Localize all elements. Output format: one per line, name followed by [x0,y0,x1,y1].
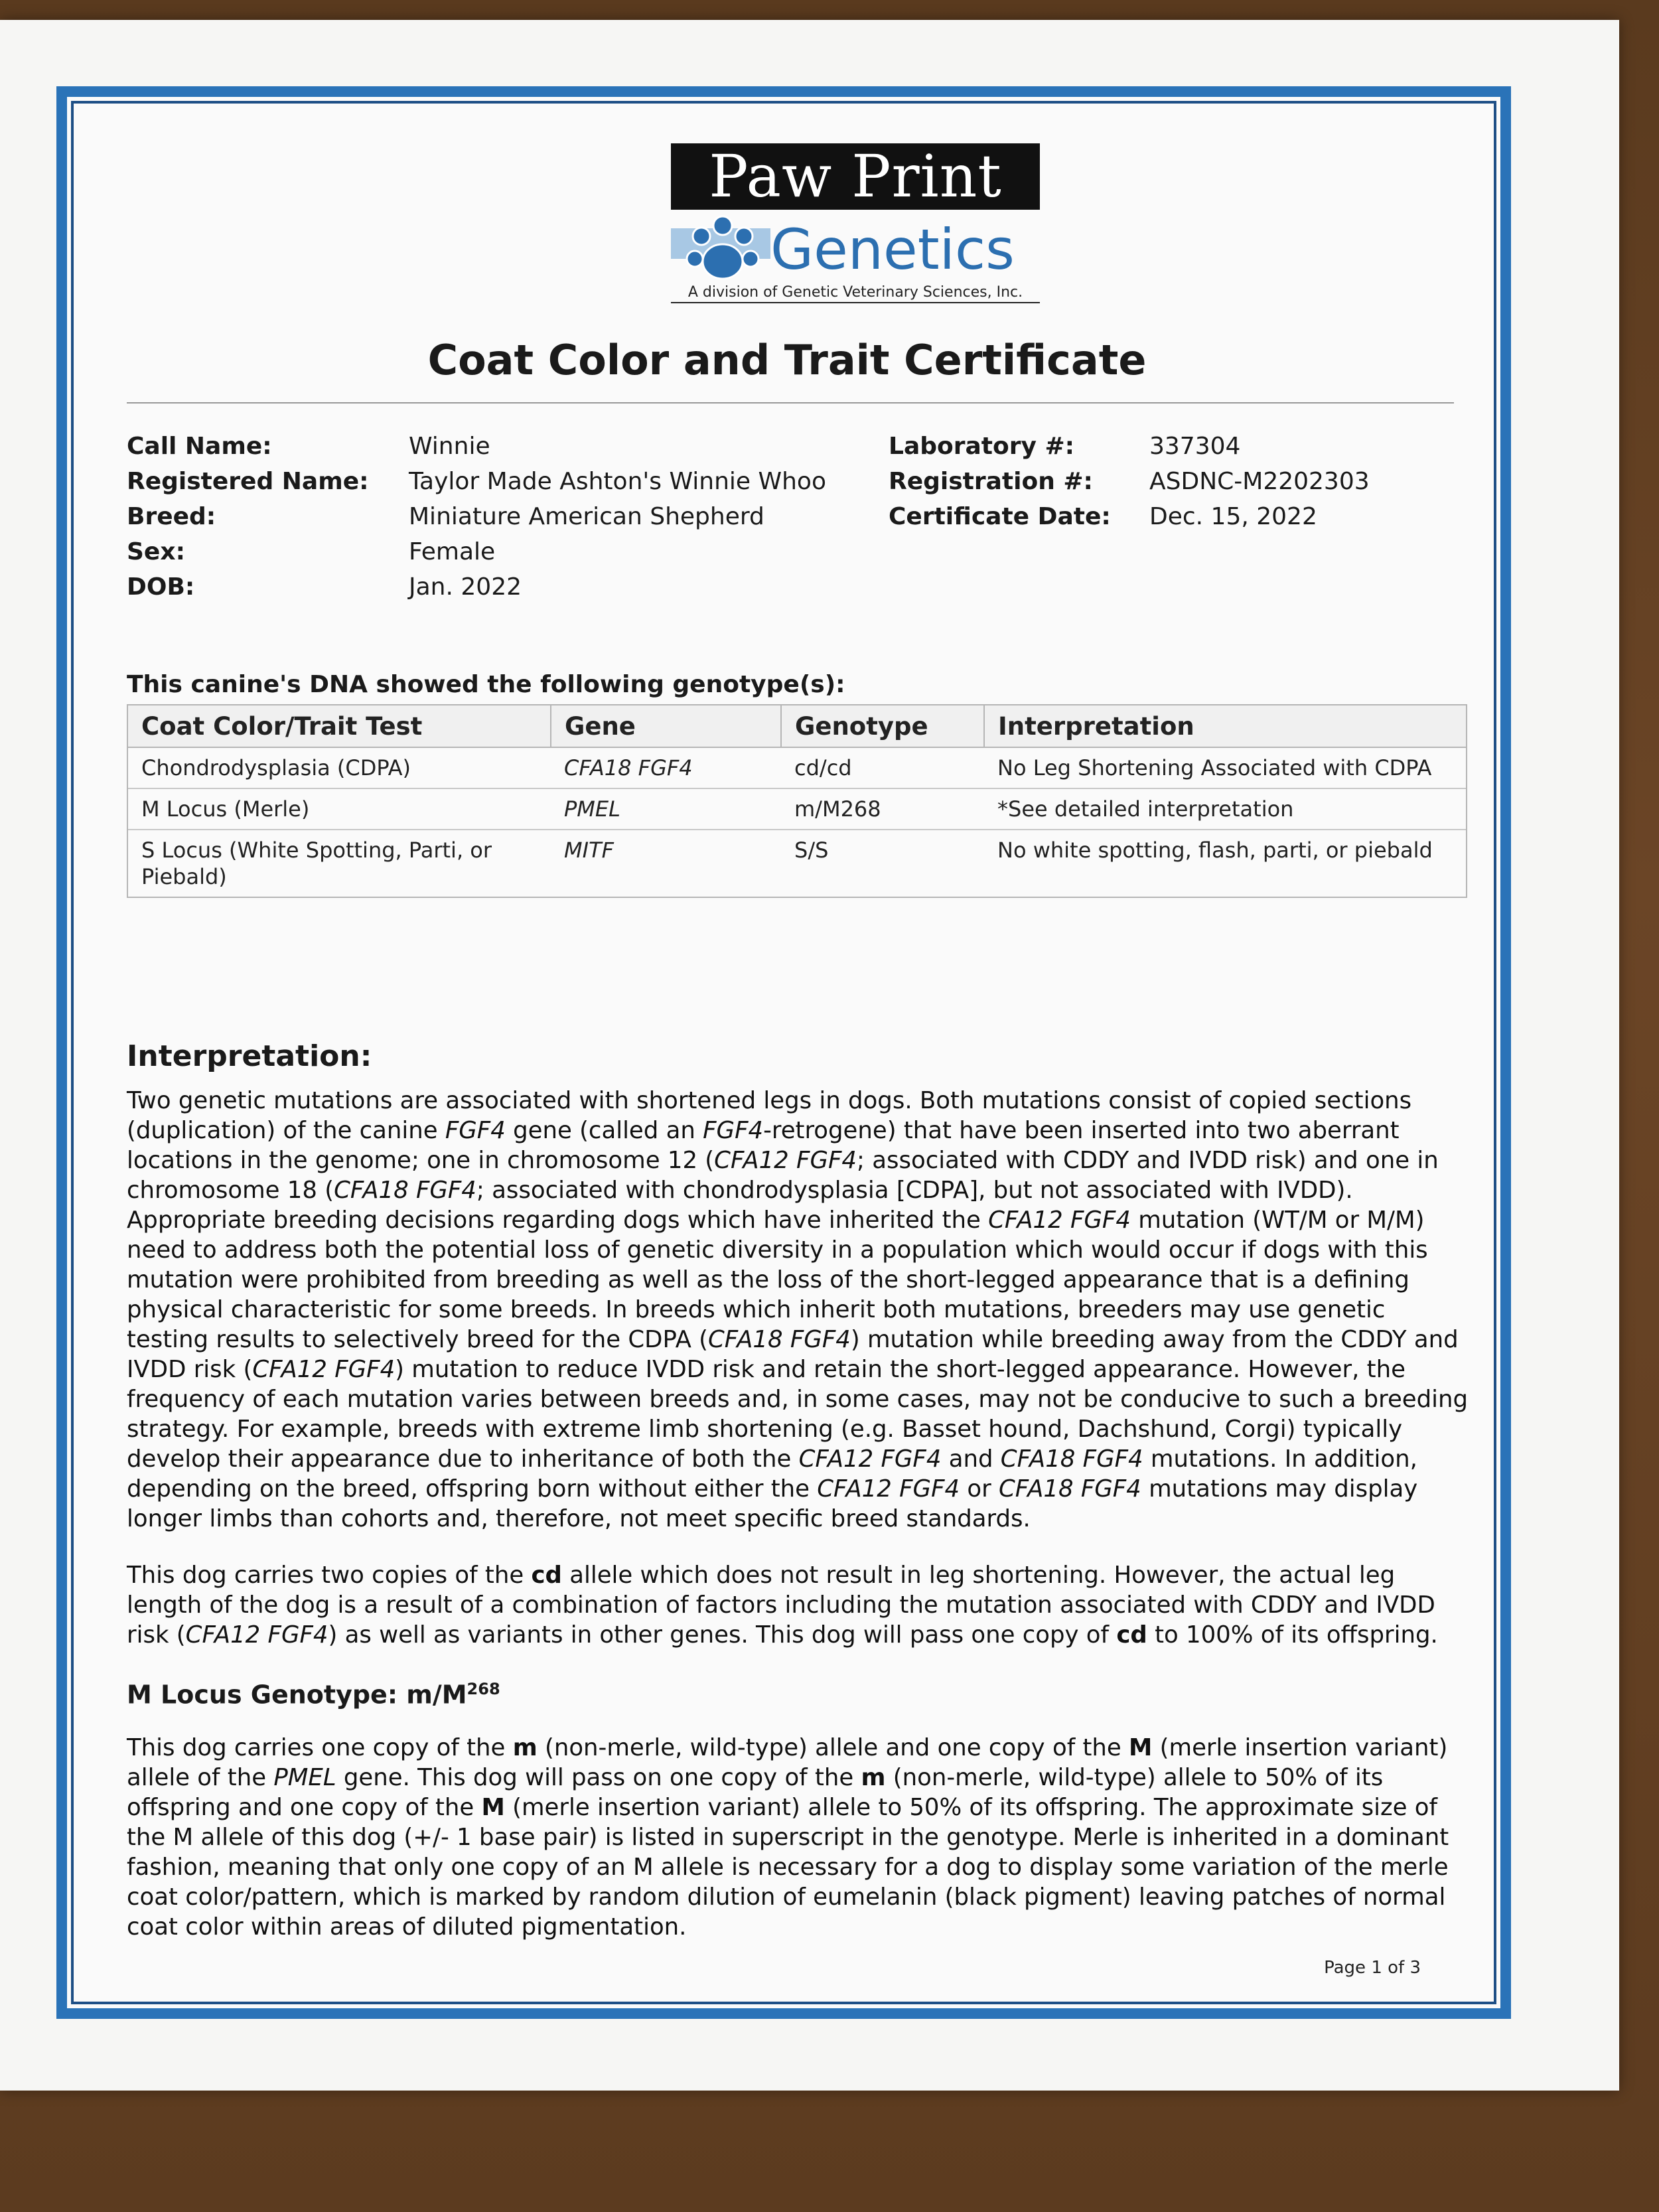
m-allele-size: 268 [467,1680,500,1698]
allele-name: cd [1116,1621,1147,1649]
info-value: Taylor Made Ashton's Winnie Whoo [409,468,826,495]
genotype-table [127,704,1467,898]
gene-name: PMEL [273,1764,336,1791]
gene-name: CFA18 FGF4 [1000,1445,1143,1473]
column-header: Coat Color/Trait Test [127,705,551,747]
info-label: Certificate Date: [889,503,1111,530]
table-row [127,747,1467,788]
certificate-content [127,97,1469,2008]
gene-name: FGF4 [703,1117,764,1144]
cell-test: S Locus (White Spotting, Parti, or Piebald) [127,830,551,897]
text-segment: and [941,1445,1001,1473]
cdpa-interpretation-paragraph [127,1086,1474,1534]
info-value: Jan. 2022 [409,573,522,601]
text-segment: (non-merle, wild-type) allele to 50% of its offspring and one copy of the [127,1764,1384,1821]
page-number: Page 1 of 3 [1324,1958,1421,1978]
gene-name: CFA12 FGF4 [185,1621,328,1649]
cell-genotype: cd/cd [781,747,984,788]
gene-name: CFA12 FGF4 [988,1207,1131,1234]
cell-test: M Locus (Merle) [127,788,551,830]
text-segment: (merle insertion variant) allele of the [127,1734,1448,1791]
column-header: Genotype [781,705,984,747]
m-locus-heading [127,1680,500,1710]
text-segment: to 100% of its offspring. [1147,1621,1438,1649]
info-value: ASDNC-M2202303 [1149,468,1370,495]
text-segment: (merle insertion variant) allele to 50% of its offspring. The approximate size of the M allele of this dog (+/- 1 base pair) is listed in superscript in the genotype. Merle is inherited in a dominant fashion, meaning that only one copy of an M allele is necessary for a dog to display some variation of the merle coat color/pattern, which is marked by random dilution of eumelanin (black pigment) leaving patches of normal coat color within areas of diluted pigmentation. [127,1794,1449,1941]
cell-genotype: m/M268 [781,788,984,830]
info-row [889,429,1370,464]
text-segment: Two genetic mutations are associated with shortened legs in dogs. Both mutations consist of copied sections (duplication) of the canine [127,1087,1412,1144]
info-row [127,499,826,534]
m-locus-heading-text: M Locus Genotype: m/M [127,1680,467,1710]
text-segment: gene (called an [505,1117,703,1144]
text-segment: ) mutation while breeding away from the CDDY and IVDD risk ( [127,1326,1459,1383]
column-header: Gene [551,705,781,747]
info-value: Dec. 15, 2022 [1149,503,1317,530]
gene-name: CFA12 FGF4 [798,1445,942,1473]
text-segment: ) as well as variants in other genes. This dog will pass one copy of [328,1621,1117,1649]
cell-interpretation: *See detailed interpretation [984,788,1467,830]
info-value: 337304 [1149,433,1241,460]
info-label: Registered Name: [127,468,369,495]
text-segment: ) mutation to reduce IVDD risk and retain the short-legged appearance. However, the frequency of each mutation varies between breeds and, in some cases, may not be conducive to such a breeding strategy. For example, breeds with extreme limb shortening (e.g. Basset hound, Dachshund, Corgi) typically develop their appearance due to inheritance of both the [127,1356,1469,1473]
genotype-heading: This canine's DNA showed the following genotype(s): [127,671,845,698]
text-segment: mutation (WT/M or M/M) need to address both the potential loss of genetic diversity in a population which would occur if dogs with this mutation were prohibited from breeding as well as the loss of the short-legged appearance that is a defining physical characteristic for some breeds. In breeds which inherit both mutations, breeders may use genetic testing results to selectively breed for the CDPA ( [127,1207,1428,1353]
cell-interpretation: No Leg Shortening Associated with CDPA [984,747,1467,788]
paw-icon [683,214,762,287]
gene-name: FGF4 [445,1117,506,1144]
text-segment: mutations may display longer limbs than cohorts and, therefore, not meet specific breed standards. [127,1475,1418,1532]
text-segment: allele which does not result in leg shortening. However, the actual leg length of the dog is a result of a combination of factors including the mutation associated with CDDY and IVDD risk ( [127,1562,1435,1649]
cd-allele-paragraph [127,1560,1474,1650]
text-segment: This dog carries one copy of the [127,1734,513,1761]
text-segment: -retrogene) that have been inserted into two aberrant locations in the genome; one in chromosome 12 ( [127,1117,1400,1174]
allele-name: m [861,1764,886,1791]
m-locus-paragraph [127,1733,1474,1942]
info-row [127,569,826,605]
info-label: Registration #: [889,468,1093,495]
allele-name: m [512,1734,538,1761]
text-segment: (non-merle, wild-type) allele and one copy of the [537,1734,1129,1761]
logo-top-text: Paw Print [671,143,1040,210]
cell-test: Chondrodysplasia (CDPA) [127,747,551,788]
table-row [127,788,1467,830]
info-left [127,429,826,605]
text-segment: ; associated with CDDY and IVDD risk) and one in chromosome 18 ( [127,1147,1439,1204]
cell-gene: CFA18 FGF4 [551,747,781,788]
gene-name: CFA18 FGF4 [334,1177,476,1204]
gene-name: CFA12 FGF4 [817,1475,960,1503]
gene-name: CFA12 FGF4 [714,1147,857,1174]
table-row [127,830,1467,897]
info-value: Winnie [409,433,490,460]
info-row [889,464,1370,499]
info-right [889,429,1370,534]
info-row [127,429,826,464]
info-label: Sex: [127,538,185,565]
text-segment: mutations. In addition, depending on the breed, offspring born without either the [127,1445,1417,1503]
paw-print-genetics-logo [671,143,1043,303]
info-row [889,499,1370,534]
info-label: Laboratory #: [889,433,1075,460]
table-header-row [127,705,1467,747]
gene-name: CFA18 FGF4 [708,1326,851,1353]
title-divider [127,402,1454,404]
info-value: Miniature American Shepherd [409,503,764,530]
column-header: Interpretation [984,705,1467,747]
text-segment: gene. This dog will pass on one copy of the [336,1764,861,1791]
logo-bottom-text: Genetics [770,217,1015,282]
info-row [127,464,826,499]
cell-interpretation: No white spotting, flash, parti, or piebald [984,830,1467,897]
certificate-border [56,86,1511,2019]
allele-name: M [1129,1734,1153,1761]
certificate-paper [0,20,1619,2091]
info-label: Breed: [127,503,216,530]
allele-name: cd [531,1562,562,1589]
info-label: Call Name: [127,433,272,460]
gene-name: CFA18 FGF4 [998,1475,1141,1503]
cell-gene: PMEL [551,788,781,830]
interpretation-heading: Interpretation: [127,1039,372,1073]
info-value: Female [409,538,496,565]
info-row [127,534,826,569]
cell-genotype: S/S [781,830,984,897]
text-segment: ; associated with chondrodysplasia [CDPA], but not associated with IVDD). Appropriate breeding decisions regarding dogs which have inherited the [127,1177,1353,1234]
info-label: DOB: [127,573,195,601]
allele-name: M [481,1794,505,1821]
cell-gene: MITF [551,830,781,897]
logo-subtitle: A division of Genetic Veterinary Sciences, Inc. [671,284,1040,303]
gene-name: CFA12 FGF4 [252,1356,396,1383]
text-segment: or [960,1475,999,1503]
text-segment: This dog carries two copies of the [127,1562,532,1589]
certificate-title: Coat Color and Trait Certificate [427,336,1147,384]
